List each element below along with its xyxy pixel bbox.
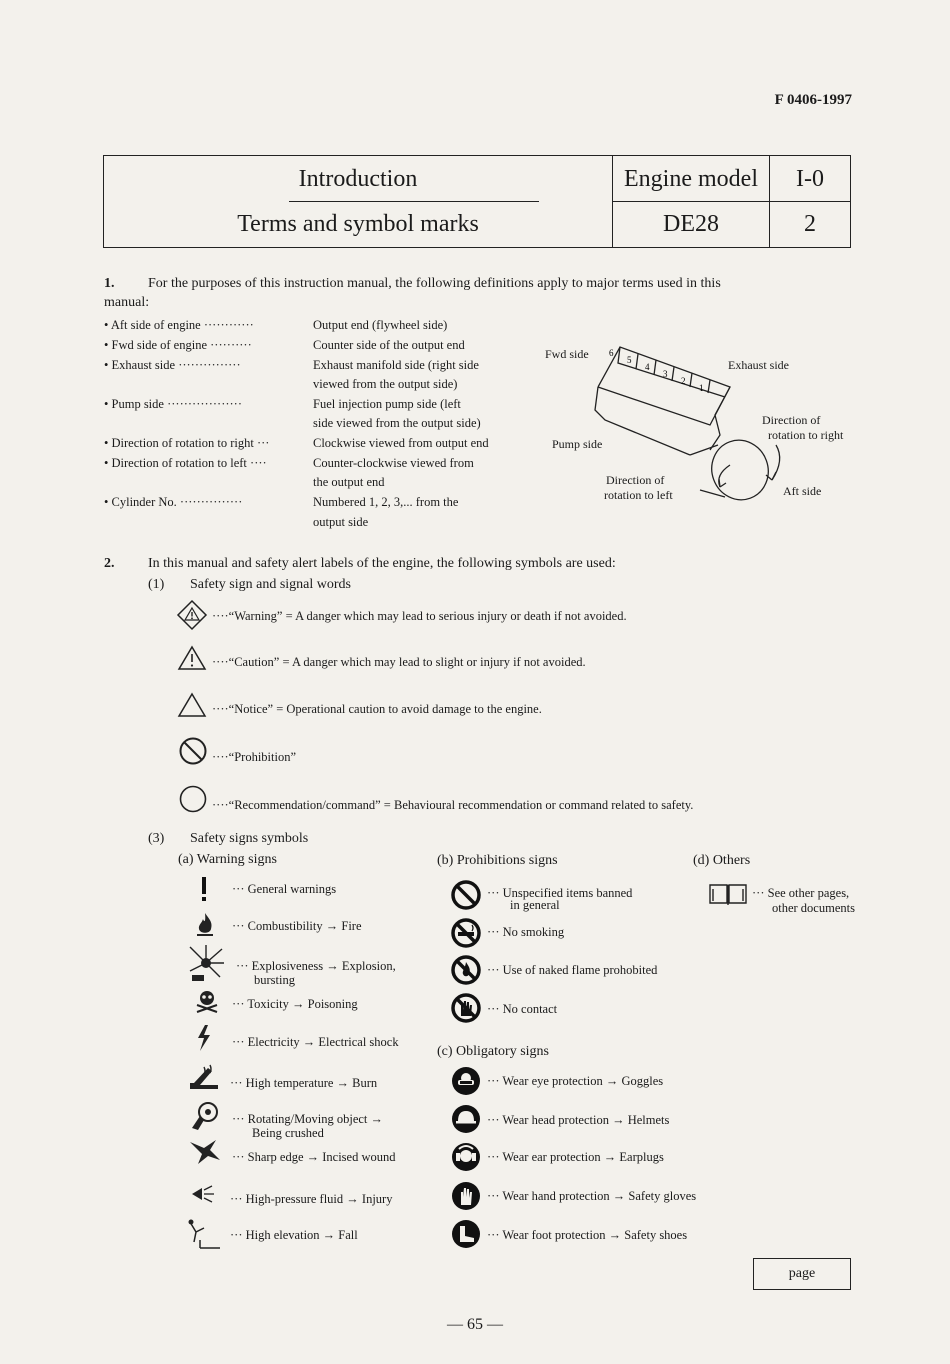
warning-sign-label: ··· High elevation → Fall	[230, 1228, 358, 1242]
term-definition: Numbered 1, 2, 3,... from the	[313, 495, 459, 509]
book-reference-icon	[708, 881, 748, 907]
obligatory-sign-label: ··· Wear ear protection → Earplugs	[487, 1150, 664, 1164]
header-subtitle: Terms and symbol marks	[237, 211, 479, 237]
general-warning-icon	[193, 875, 215, 905]
no-naked-flame-icon	[450, 954, 482, 986]
obligatory-sign-label: ··· Wear hand protection → Safety gloves	[487, 1189, 697, 1203]
foot-protection-icon	[450, 1218, 482, 1250]
term-item: • Direction of rotation to left ····	[104, 456, 267, 470]
rotating-object-icon	[188, 1098, 222, 1132]
electricity-icon	[194, 1023, 214, 1053]
cylinder-number: 1	[699, 383, 704, 393]
diagram-exhaust-label: Exhaust side	[728, 358, 789, 372]
warning-sign-label: Being crushed	[252, 1126, 324, 1140]
fire-icon	[193, 910, 217, 938]
section1-intro-line1: For the purposes of this instruction manual, the following definitions apply to major terms used in this	[148, 276, 721, 291]
warning-sign-label: ··· Toxicity → Poisoning	[232, 997, 358, 1011]
obligatory-signs-heading: (c) Obligatory signs	[437, 1044, 549, 1059]
no-contact-icon	[450, 992, 482, 1024]
head-protection-icon	[450, 1103, 482, 1135]
diagram-rotation-right-label: rotation to right	[768, 428, 844, 442]
section1-number: 1.	[104, 276, 115, 291]
high-temperature-icon	[186, 1063, 222, 1093]
explosion-icon	[186, 943, 226, 983]
warning-sign-label: ··· High-pressure fluid → Injury	[230, 1192, 393, 1206]
header-title: Introduction	[298, 165, 418, 192]
warning-sign-label: ··· Electricity → Electrical shock	[232, 1035, 399, 1049]
subsection3-number: (3)	[148, 831, 165, 846]
others-sign-label: ··· See other pages,	[752, 886, 850, 900]
prohibition-sign-label: in general	[510, 898, 560, 912]
prohibition-sign-label: ··· Unspecified items banned	[487, 886, 633, 900]
term-item: • Direction of rotation to right ···	[104, 436, 270, 450]
banned-general-icon	[450, 879, 482, 911]
obligatory-sign-label: ··· Wear head protection → Helmets	[487, 1113, 670, 1127]
section-code: I-0	[796, 165, 824, 192]
warning-sign-label: ··· Rotating/Moving object →	[232, 1112, 384, 1126]
cylinder-number: 2	[681, 376, 686, 386]
prohibition-sign-label: ··· No contact	[487, 1002, 558, 1016]
warning-sign-label: bursting	[254, 973, 295, 987]
term-item: • Fwd side of engine ··········	[104, 338, 252, 352]
section-page: 2	[804, 211, 816, 237]
engine-model-label: Engine model	[624, 165, 758, 192]
term-definition: Counter-clockwise viewed from	[313, 456, 474, 470]
signal-recommendation-text: ····“Recommendation/command” = Behavioural recommendation or command related to safety.	[212, 798, 694, 812]
term-definition: Counter side of the output end	[313, 338, 465, 352]
term-item: • Cylinder No. ···············	[104, 495, 243, 509]
term-item: • Pump side ··················	[104, 397, 243, 411]
header-table	[103, 155, 851, 248]
prohibition-circle-icon	[178, 736, 208, 766]
term-item: • Exhaust side ···············	[104, 358, 241, 372]
no-smoking-icon	[450, 917, 482, 949]
prohibition-sign-label: ··· No smoking	[487, 925, 565, 939]
obligatory-sign-label: ··· Wear eye protection → Goggles	[487, 1074, 664, 1088]
term-definition: output side	[313, 515, 369, 529]
section1-intro-line2: manual:	[104, 295, 150, 310]
signal-caution-text: ····“Caution” = A danger which may lead to slight or injury if not avoided.	[212, 655, 586, 669]
hand-protection-icon	[450, 1180, 482, 1212]
warning-sign-label: ··· Combustibility → Fire	[232, 919, 362, 933]
term-definition: the output end	[313, 475, 385, 489]
page-label-box: page	[753, 1258, 851, 1290]
term-definition: viewed from the output side)	[313, 377, 458, 391]
subsection1-title: Safety sign and signal words	[190, 577, 351, 592]
recommendation-circle-icon	[178, 784, 208, 814]
warning-diamond-icon	[176, 599, 208, 631]
high-pressure-fluid-icon	[188, 1180, 222, 1210]
cylinder-number: 3	[663, 369, 668, 379]
notice-triangle-icon	[177, 692, 207, 718]
toxicity-skull-icon	[192, 988, 222, 1014]
others-sign-label: other documents	[772, 901, 855, 915]
obligatory-sign-label: ··· Wear foot protection → Safety shoes	[487, 1228, 688, 1242]
signal-warning-text: ····“Warning” = A danger which may lead to serious injury or death if not avoided.	[212, 609, 627, 623]
section2-intro: In this manual and safety alert labels of the engine, the following symbols are used:	[148, 556, 616, 571]
cylinder-number: 4	[645, 362, 650, 372]
term-definition: Output end (flywheel side)	[313, 318, 448, 332]
signal-notice-text: ····“Notice” = Operational caution to avoid damage to the engine.	[212, 702, 542, 716]
engine-model-value: DE28	[663, 211, 719, 237]
ear-protection-icon	[450, 1141, 482, 1173]
cylinder-number: 6	[609, 348, 614, 358]
section2-number: 2.	[104, 556, 115, 571]
diagram-fwd-label: Fwd side	[545, 347, 589, 361]
prohibition-signs-heading: (b) Prohibitions signs	[437, 853, 558, 868]
term-definition: side viewed from the output side)	[313, 416, 481, 430]
warning-signs-heading: (a) Warning signs	[178, 852, 277, 867]
signal-prohibition-text: ····“Prohibition”	[212, 750, 297, 764]
cylinder-number: 5	[627, 355, 632, 365]
warning-sign-label: ··· Explosiveness → Explosion,	[236, 959, 396, 973]
diagram-rotation-left-label: Direction of	[606, 473, 665, 487]
term-definition: Exhaust manifold side (right side	[313, 358, 479, 372]
prohibition-sign-label: ··· Use of naked flame prohobited	[487, 963, 658, 977]
others-heading: (d) Others	[693, 853, 751, 868]
page-number: — 65 —	[447, 1316, 503, 1333]
warning-sign-label: ··· General warnings	[232, 882, 337, 896]
subsection3-title: Safety signs symbols	[190, 831, 309, 846]
diagram-pump-label: Pump side	[552, 437, 603, 451]
warning-sign-label: ··· High temperature → Burn	[230, 1076, 378, 1090]
subsection1-number: (1)	[148, 577, 165, 592]
document-number: F 0406-1997	[774, 92, 852, 108]
term-item: • Aft side of engine ············	[104, 318, 254, 332]
term-definition: Clockwise viewed from output end	[313, 436, 489, 450]
diagram-rotation-left-label: rotation to left	[604, 488, 673, 502]
caution-triangle-icon	[177, 645, 207, 671]
sharp-edge-icon	[188, 1138, 222, 1168]
high-elevation-fall-icon	[186, 1218, 222, 1254]
term-definition: Fuel injection pump side (left	[313, 397, 461, 411]
warning-sign-label: ··· Sharp edge → Incised wound	[232, 1150, 396, 1164]
diagram-rotation-right-label: Direction of	[762, 413, 821, 427]
diagram-aft-label: Aft side	[783, 484, 822, 498]
eye-protection-icon	[450, 1065, 482, 1097]
